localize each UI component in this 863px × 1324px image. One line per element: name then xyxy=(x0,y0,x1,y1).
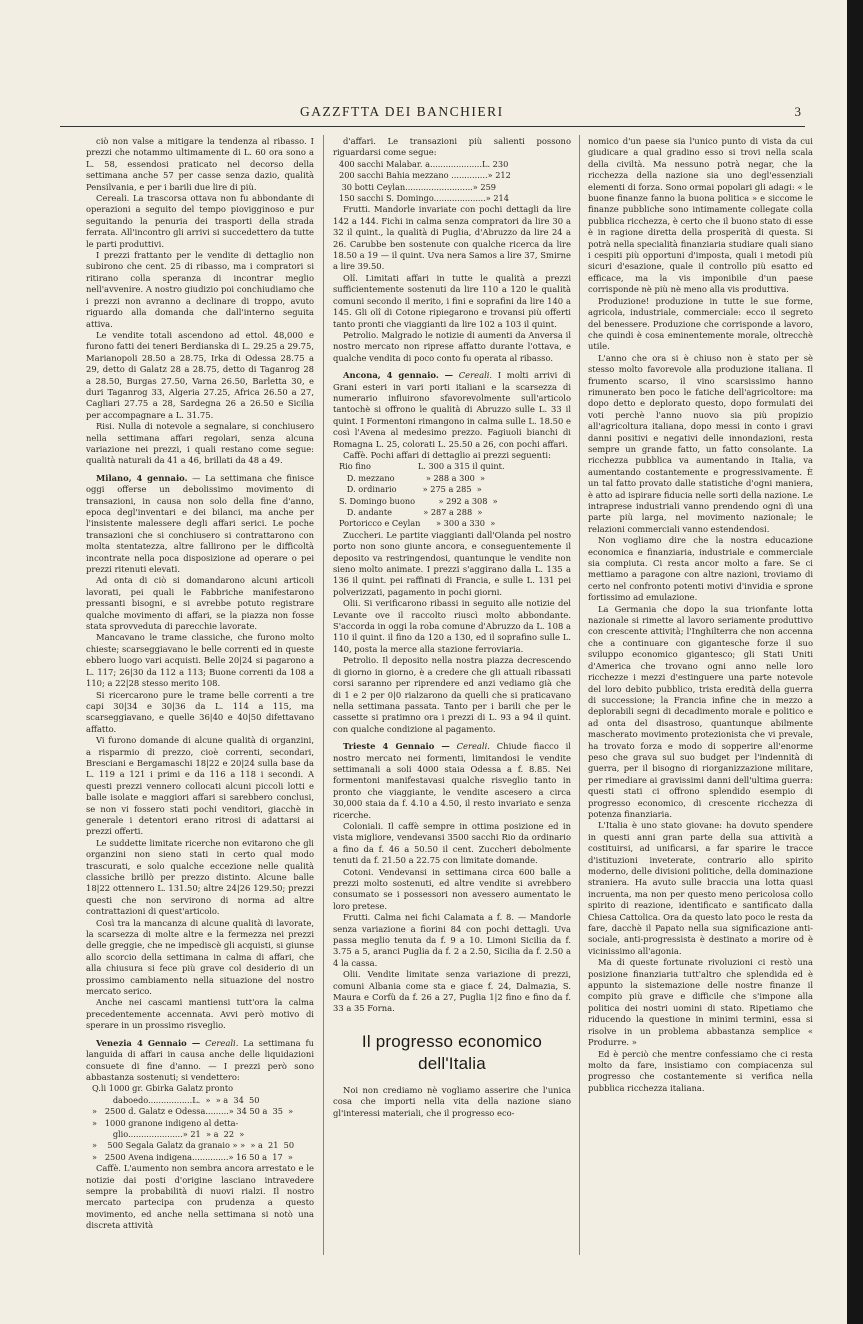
paragraph: Vi furono domande di alcune qualità di organzini, a risparmio di prezzo, cioè correnti, secondari, Bresciani e Bergamaschi 18|22 e 20|24 sulla base da L. 119 a 121 i primi e da 116 a 118 i secondi. A questi prezzi vennero collocati alcuni piccoli lotti e balle isolate e maggiori affari si sarebbero conclusi, se non vi fossero stati pochi venditori, giacchè in generale i detentori erano ritrosi di adattarsi ai prezzi offerti. xyxy=(86,735,314,837)
price-list-line: 150 sacchi S. Domingo....................» 214 xyxy=(339,193,509,204)
paragraph: nomico d'un paese sia l'unico punto di vista da cui giudicare a qual gradino esso si trovi nella scala della civiltà. Ma nessuno potrà negar, che la ricchezza della nazione sia uno degl'essenziali elementi di forza. Sono ormai popolari gli adagi: « le buone finanze fanno la buona politica » e siccome le finanze pubbliche sono intimamente collegate colla pubblica ricchezza, è certo che il buono stato di esse è in ragione diretta della prosperità di questa. Si potrà nella specialità finanziaria studiare quali siano i cespiti più opportuni d'imposta, quali i metodi più sicuri d'esazione, quale il controllo più esatto ed efficace, ma la vis imponibile d'un paese corrisponde nè più nè meno alla vis produttiva. xyxy=(588,136,813,295)
paragraph: Cereali. La trascorsa ottava non fu abbondante di operazioni a seguito del tempo piovigginoso e pur seguitando la penuria dei trasporti della strada ferrata. All'incontro gli arrivi si succedettero da tutte le parti produttivi. xyxy=(86,193,314,249)
paragraph: L'anno che ora si è chiuso non è stato per sè stesso molto favorevole alla produzione italiana. Il frumento scarso, il vino scarsissimo hanno rimunerato ben poco le fatiche dell'agricoltore: ma dopo detto e deplorato questo, dopo formulati dei voti perchè l'anno nuovo sia più propizio all'agricoltura italiana, dopo messi in conto i gravi danni positivi e negativi delle innondazioni, resta sempre un grande fatto, un fatto consolante. La ricchezza pubblica va aumentando in Italia, va aumentando costantemente e progressivamente. È un tal fatto provato dalle statistiche d'ogni maniera, è atto ad ispirare fiducia nelle sorti della nazione. Le intraprese industriali vanno prendendo ogni dì una parte più larga, nel movimento nazionale; le relazioni commerciali vanno estendendosi. xyxy=(588,352,813,534)
price-list-line: Rio fino L. 300 a 315 il quint. xyxy=(339,461,505,472)
dispatch-trieste: Trieste 4 Gennaio — Cereali. Chiude fiacco il nostro mercato nei formenti, limitandosi le vendite settimanali a soli 4000 staia Odessa a f. 8.85. Nei formentoni manifestavasi qualche risveglio tanto in pronto che viaggiante, le vendite ascesero a circa 30,000 staia da f. 4.10 a 4.50, il resto invariato e senza ricerche. xyxy=(333,741,571,820)
column-rule-1 xyxy=(323,135,324,1255)
price-list-line: D. ordinario » 275 a 285 » xyxy=(339,484,482,495)
paragraph: Risi. Nulla di notevole a segnalare, si conchiusero nella settimana affari regolari, senza alcuna variazione nei prezzi, i quali restano come segue: qualità naturali da 41 a 46, brillati da 48 a 49. xyxy=(86,421,314,466)
paragraph: Zuccheri. Le partite viaggianti dall'Olanda pel nostro porto non sono giunte ancora, e conseguentemente il deposito va restringendosi, quantunque le vendite non sieno molto animate. I prezzi s'aggirano dalla L. 135 a 136 il quint. pei raffinati di Francia, e sulle L. 131 pei polverizzati, pagamento in pochi giorni. xyxy=(333,529,571,597)
paragraph: Così tra la mancanza di alcune qualità di lavorate, la scarsezza di molte altre e la fermezza nei prezzi delle greggie, che ne impediscè gli acquisti, si giunse allo scorcio della settimana in calma di affari, che alla chiusura si fece più grave col desiderio di un prossimo cambiamento nella situazione del nostro mercato serico. xyxy=(86,917,314,997)
dispatch-venezia: Venezia 4 Gennaio — Cereali. La settimana fu languida di affari in causa anche delle liquidazioni consuete di fine d'anno. — I prezzi però sono abbastanza sostenuti; si vendettero: xyxy=(86,1037,314,1082)
column-1 xyxy=(86,136,314,1306)
paragraph: Olii. Si verificarono ribassi in seguito alle notizie del Levante ove il raccolto riuscì molto abbondante. S'accorda in oggi la roba comune d'Abruzzo da L. 108 a 110 il quint. il fino da 120 a 130, ed il soprafino sulle L. 140, posta la merce alla stazione ferroviaria. xyxy=(333,598,571,654)
paragraph: Frutti. Calma nei fichi Calamata a f. 8. — Mandorle senza variazione a fiorini 84 con pochi dettagli. Uva passa meglio tenuta da f. 9 a 10. Limoni Sicilia da f. 3.75 a 5, aranci Puglia da f. 2 a 2.50, Sicilia da f. 2.50 a 4 la cassa. xyxy=(333,912,571,968)
price-list-line: D. mezzano » 288 a 300 » xyxy=(339,472,486,483)
scan-dark-edge xyxy=(847,0,863,1324)
column-rule-2 xyxy=(579,135,580,1255)
price-list-line: 30 botti Ceylan..........................» 259 xyxy=(339,181,497,192)
paragraph: La Germania che dopo la sua trionfante lotta nazionale si rimette al lavoro seriamente produttivo con crescente attività; l'Inghilterra che non accenna che a continuare con gigantesche forze il suo sviluppo economico gigantesco; gli Stati Uniti d'America che trovano ogni anno nelle loro ricchezze i mezzi d'estinguere una parte notevole del loro debito pubblico, trista eredità della guerra di successione; la Francia infine che in mezzo a deplorabili segni di decadimento morale e politico e ad onta del disastroso, quantunque abilmente mascherato movimento protezionista che vi prevale, ha trovato forza e modo di sopperire all'enorme peso che grava sul suo budget per l'indennità di guerra, per il bisogno di riorganizzazione militare, per rimediare ai gravissimi danni dell'ultima guerra: questi stati ci offrono splendido esempio di progresso economico, di crescente ricchezza di potenza finanziaria. xyxy=(588,603,813,819)
paragraph: Si ricercarono pure le trame belle correnti a tre capi 30|34 e 30|36 da L. 114 a 115, ma scarseggiavano, e quelle 36|40 e 40|50 difettavano affatto. xyxy=(86,689,314,734)
paragraph: Ad onta di ciò si domandarono alcuni articoli lavorati, pei quali le Fabbriche manifestarono pressanti bisogni, e si avrebbe potuto registrare qualche movimento di affari, se la piazza non fosse stata sprovveduta di parecchie lavorate. xyxy=(86,575,314,632)
paragraph: Cotoni. Vendevansi in settimana circa 600 balle a prezzi molto sostenuti, ed altre vendite si avrebbero consumato se i possessori non avessero aumentato le loro pretese. xyxy=(333,866,571,911)
dispatch-ancona: Ancona, 4 gennaio. — Cereali. I molti arrivi di Grani esteri in vari porti italiani e la scarsezza di numerario influirono sfavorevolmente sull'articolo tantochè si offrono le qualità di Abruzzo sulle L. 33 il quint. I Formentoni rimangono in calma sulle L. 18.50 e così l'Avena al medesimo prezzo. Fagiuoli bianchi di Romagna L. 25, colorati L. 25.50 a 26, con pochi affari. xyxy=(333,370,571,449)
paragraph: d'affari. Le transazioni più salienti possono riguardarsi come segue: xyxy=(333,136,571,158)
dispatch-heading: Trieste 4 Gennaio — xyxy=(343,741,450,752)
paragraph: Noi non crediamo nè vogliamo asserire che l'unica cosa che importi nella vita della nazione siano gl'interessi materiali, che il progresso eco- xyxy=(333,1084,571,1118)
paragraph: Anche nei cascami mantiensi tutt'ora la calma precedentemente accennata. Avvi però motivo di sperare in un prossimo risveglio. xyxy=(86,997,314,1031)
paragraph: Mancavano le trame classiche, che furono molto chieste; scarseggiavano le belle correnti ed in queste ebbero luogo vari acquisti. Belle 20|24 si pagarono a L. 117; 26|30 da 112 a 113; Buone correnti da 108 a 110; a 22|28 stesso merito 108. xyxy=(86,632,314,689)
paragraph: ciò non valse a mitigare la tendenza al ribasso. I prezzi che notammo ultimamente di L. 60 ora sono a L. 58, essendosi praticato nel decorso della settimana anche 57 per casse senza dazio, qualità Pensilvania, e per i barili due lire di più. xyxy=(86,136,314,192)
page-number: 3 xyxy=(794,104,801,119)
paragraph: Caffè. Pochi affari di dettaglio ai prezzi seguenti: xyxy=(343,449,551,460)
price-list-line: 400 sacchi Malabar. a....................L. 230 xyxy=(339,158,509,169)
paragraph: Non vogliamo dire che la nostra educazione economica e finanziaria, industriale e commerciale sia compiuta. Ci resta ancor molto a fare. Se ci mettiamo a paragone con altre nazioni, troviamo di certo nel confronto potenti motivi d'invidia e sprone fortissimo ad emulazione. xyxy=(588,535,813,603)
page-header xyxy=(60,104,805,127)
paragraph: I prezzi frattanto per le vendite di dettaglio non subirono che cent. 25 di ribasso, ma i compratori si ritirano colla speranza di incontrar meglio nell'avvenire. A nostro giudizio poi conchiudiamo che i prezzi non avranno a declinare di troppo, avuto riguardo alla domanda che dall'interno seguita attiva. xyxy=(86,250,314,329)
price-list-line: glio.....................» 21 » a 22 » xyxy=(92,1128,245,1139)
paragraph: Petrolio. Malgrado le notizie di aumenti da Anversa il nostro mercato non riprese affatto durante l'ottava, e qualche vendita di poco conto fu operata al ribasso. xyxy=(333,329,571,363)
paragraph: Petrolio. Il deposito nella nostra piazza decrescendo di giorno in giorno, è a credere che gli attuali ribassati corsi saranno per riprendere ed anzi vediamo già che di 1 e 2 per 0|0 rialzarono da quelli che si praticavano nella settimana passata. Tanto per i barili che per le cassette si pratimno ora i prezzi di L. 93 a 94 il quint. con qualche condizione al pagamento. xyxy=(333,655,571,734)
dispatch-heading: Venezia 4 Gennaio — xyxy=(96,1037,201,1048)
dispatch-heading: Ancona, 4 gennaio. — xyxy=(343,370,454,381)
paragraph: L'Italia è uno stato giovane: ha dovuto spendere in questi anni gran parte della sua attività a costituirsi, ad unificarsi, a far sparire le tracce d'istituzioni inveterate, contrario allo spirito moderno, delle divisioni politiche, della dominazione straniera. Ha avuto sulle braccia una lotta quasi incruenta, ma non per questo meno pericolosa collo spirito di reazione, identificato e santificato dalla Chiesa Cattolica. Ora da questo lato poco le resta da fare, dacchè il Papato nella sua significazione anti-sociale, anti-progressista è destinato a morire od è vicinissimo all'agonia. xyxy=(588,820,813,956)
price-list-line: » 2500 d. Galatz e Odessa.........» 34 50 a 35 » xyxy=(92,1106,294,1117)
paragraph: Frutti. Mandorle invariate con pochi dettagli da lire 142 a 144. Fichi in calma senza compratori da lire 30 a 32 il quint., la qualità di Puglia, d'Abruzzo da lire 24 a 26. Carubbe ben sostenute con qualche ricerca da lire 18.50 a 19 — il quint. Uva nera Samos a lire 37, Smirne a lire 39.50. xyxy=(333,204,571,272)
price-list-line: daboedo.................L. » » a 34 50 xyxy=(92,1094,260,1105)
paragraph: Ma di queste fortunate rivoluzioni ci restò una posizione finanziaria tutt'altro che splendida ed è appunto la sistemazione delle nostre finanze il compito più grave e difficile che s'impone alla politica dei nostri uomini di stato. Ripetiamo che riducendo la questione in minimi termini, essa si risolve in un problema abbastanza semplice « Produrre. » xyxy=(588,957,813,1048)
paragraph: Olii. Vendite limitate senza variazione di prezzi, comuni Albania come sta e giace f. 24, Dalmazia, S. Maura e Corfù da f. 26 a 27, Puglia 1|2 fino e fino da f. 33 a 35 Forna. xyxy=(333,969,571,1014)
dispatch-milano: Milano, 4 gennaio. — La settimana che finisce oggi offerse un debolissimo movimento di transazioni, in causa non solo della fine d'anno, epoca degl'inventari e dei bilanci, ma anche per l'insistente malessere degli affari serici. Le poche transazioni che si conchiusero si contrattarono con molta stentatezza, altre fallirono per le difficoltà incontrate nella poca disposizione ad operare o pei prezzi ritenuti elevati. xyxy=(86,472,314,575)
column-3 xyxy=(588,136,813,1306)
dispatch-heading: Milano, 4 gennaio. xyxy=(96,472,188,483)
paragraph: Olî. Limitati affari in tutte le qualità a prezzi sufficientemente sostenuti da lire 110 a 120 le qualità comuni secondo il merito, i fini e soprafini da lire 140 a 145. Gli olî di Cotone ripiegarono e trovansi più offerti tanto pronti che viaggianti da lire 102 a 103 il quint. xyxy=(333,272,571,329)
paragraph: Coloniali. Il caffè sempre in ottima posizione ed in vista migliore, vendevansi 3500 sacchi Rio da ordinario a fino da f. 46 a 50.50 il cent. Zuccheri debolmente tenuti da f. 21.50 a 22.75 con limitate domande. xyxy=(333,820,571,866)
paragraph: Le suddette limitate ricerche non evitarono che gli organzini non sieno stati in certo qual modo trascurati, e solo qualche eccezione nelle qualità classiche brillò per prezzo distinto. Alcune balle 18|22 ottennero L. 131.50; altre 24|26 129.50; prezzi questi che non servirono di norma ad altre contrattazioni di quest'articolo. xyxy=(86,837,314,917)
paragraph: Produzione! produzione in tutte le sue forme, agricola, industriale, commerciale: ecco il segreto del benessere. Produzione che corrisponde a lavoro, che quindi è cosa eminentemente morale, oltrecchè utile. xyxy=(588,295,813,352)
price-list-line: » 1000 granone indigeno al detta- xyxy=(92,1117,239,1128)
price-list-line: » 2500 Avena indigena..............» 16 50 a 17 » xyxy=(92,1151,293,1162)
price-list-line: 200 sacchi Bahia mezzano ..............» 212 xyxy=(339,170,511,181)
price-list-line: S. Domingo buono » 292 a 308 » xyxy=(339,495,498,506)
price-list-line: D. andante » 287 a 288 » xyxy=(339,507,483,517)
paragraph: Le vendite totali ascendono ad ettol. 48,000 e furono fatti dei teneri Berdianska di L. 29.25 a 29.75, Marianopoli 28.50 a 28.75, Irka di Odessa 28.75 a 29, detto di Galatz 28 a 28.75, detto di Taganrog 28 a 28.50, Burgas 27.50, Varna 26.50, Barletta 30, e duri Taganrog 33, Algeria 27.25, Africa 26.50 a 27, Cagliari 27.75 a 28, Sardegna 26 a 26.50 e Sicilia per accompagnare a L. 31.75. xyxy=(86,329,314,420)
paragraph: Ed è perciò che mentre confessiamo che ci resta molto da fare, insistiamo con compiacenza sul progresso che costantemente si verifica nella pubblica ricchezza italiana. xyxy=(588,1048,813,1093)
column-2 xyxy=(333,136,571,1306)
price-list-line: » 500 Segala Galatz da granaio » » » a 21 50 xyxy=(92,1140,295,1151)
section-title: Il progresso economico dell'Italia xyxy=(361,1031,543,1073)
paragraph: Caffè. L'aumento non sembra ancora arrestato e le notizie dai posti d'origine lasciano intravedere sempre la probabilità di nuovi rialzi. Il nostro mercato partecipa con prudenza a questo movimento, ed anche nella settimana si notò una discreta attività xyxy=(86,1163,314,1231)
price-list-line: Portoricco e Ceylan » 300 a 330 » xyxy=(339,518,496,529)
newspaper-title: GAZZFTTA DEI BANCHIERI xyxy=(300,104,504,119)
price-list-line: Q.li 1000 gr. Gbirka Galatz pronto xyxy=(92,1083,234,1094)
